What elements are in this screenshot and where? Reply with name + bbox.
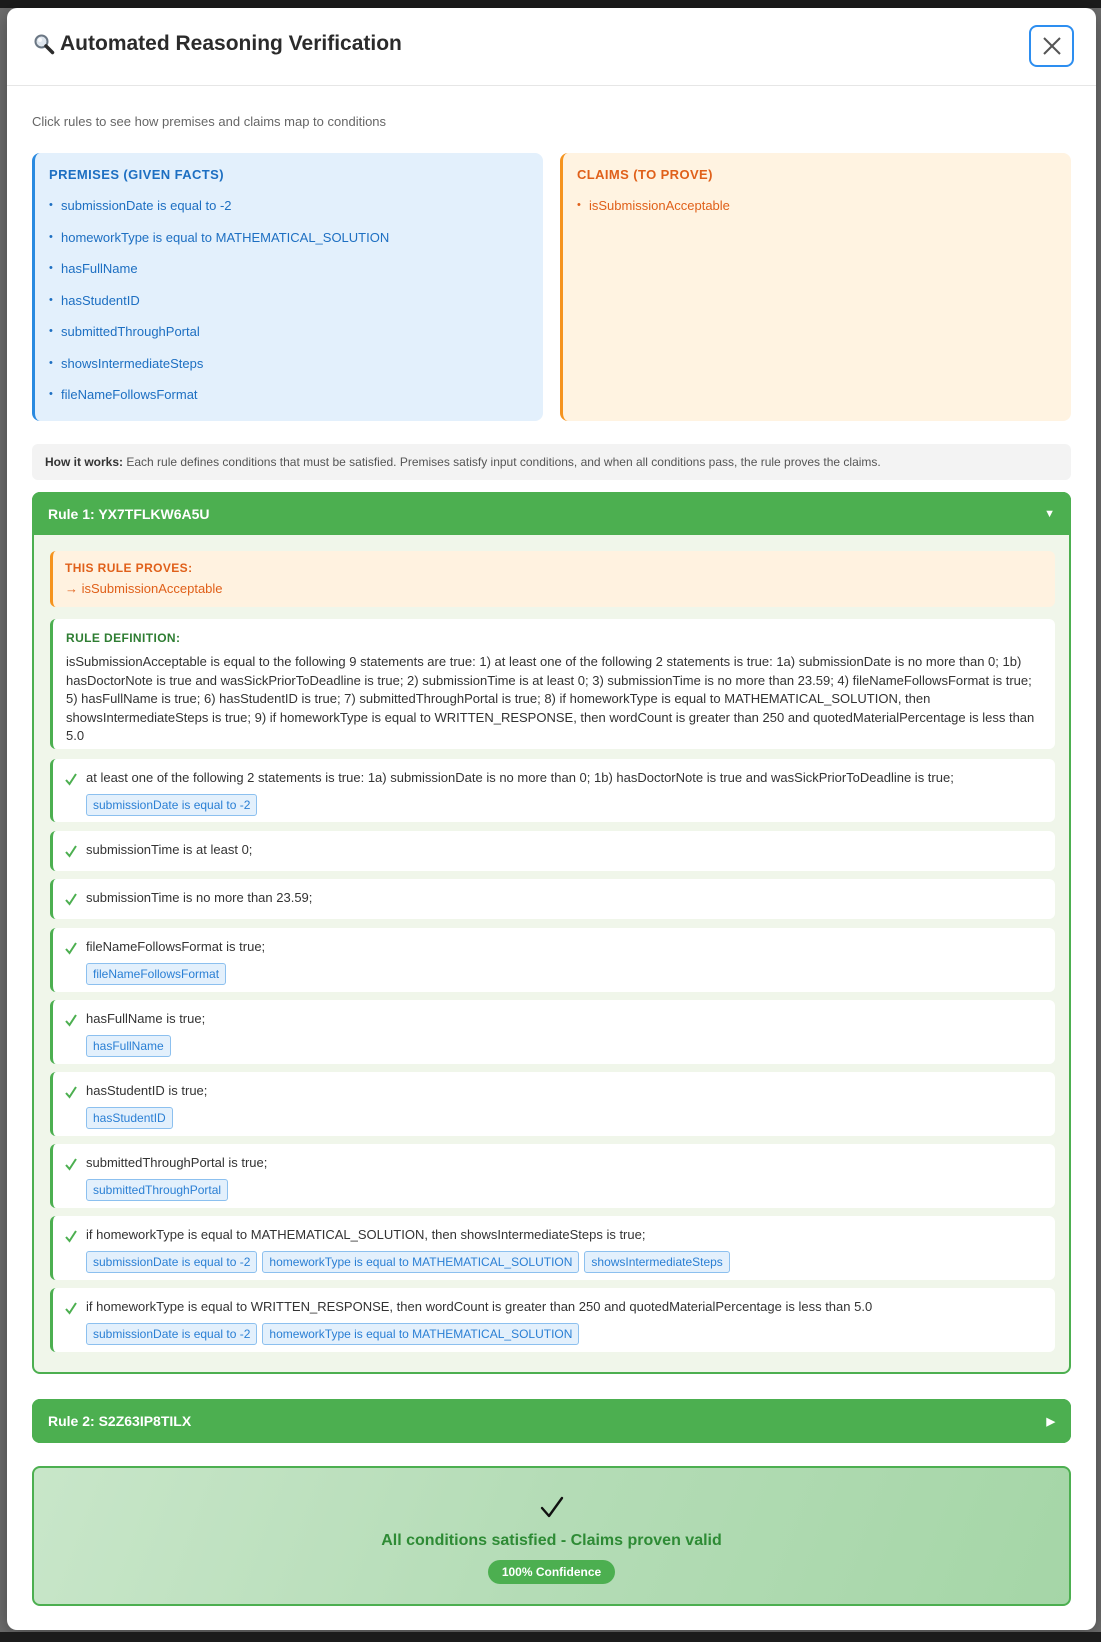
check-icon bbox=[65, 892, 77, 906]
premise-chips bbox=[86, 1323, 1043, 1345]
premise-item: • fileNameFollowsFormat bbox=[49, 379, 529, 411]
how-it-works-label: How it works: bbox=[45, 455, 124, 469]
check-icon bbox=[65, 844, 77, 858]
rule-proves-box bbox=[50, 551, 1055, 607]
check-icon bbox=[65, 772, 77, 786]
check-icon bbox=[65, 941, 77, 955]
premise-item: • homeworkType is equal to MATHEMATICAL_SOLUTION bbox=[49, 222, 529, 254]
premise-chip[interactable]: hasStudentID bbox=[86, 1107, 173, 1129]
collapse-icon[interactable]: ▼ bbox=[1044, 507, 1055, 520]
checkmark-icon bbox=[539, 1494, 565, 1520]
check-icon bbox=[65, 1085, 77, 1099]
condition-text: submittedThroughPortal is true; bbox=[86, 1155, 268, 1170]
condition-item[interactable] bbox=[50, 759, 1055, 822]
condition-text: fileNameFollowsFormat is true; bbox=[86, 939, 266, 954]
magnifier-icon bbox=[32, 32, 56, 56]
premise-item: • hasStudentID bbox=[49, 285, 529, 317]
proves-label: THIS RULE PROVES: bbox=[65, 561, 193, 575]
premises-list bbox=[49, 190, 529, 411]
rule-2-header[interactable] bbox=[32, 1399, 1071, 1443]
premise-chip[interactable]: fileNameFollowsFormat bbox=[86, 963, 226, 985]
check-icon bbox=[65, 1229, 77, 1243]
verification-result bbox=[32, 1466, 1071, 1606]
premise-chips bbox=[86, 1251, 1043, 1273]
check-icon bbox=[65, 1301, 77, 1315]
rule-2-title: Rule 2: S2Z63IP8TILX bbox=[48, 1413, 192, 1429]
proves-claim: → isSubmissionAcceptable bbox=[65, 581, 223, 596]
claims-heading: CLAIMS (TO PROVE) bbox=[577, 167, 713, 182]
condition-item[interactable] bbox=[50, 831, 1055, 871]
check-icon bbox=[65, 1013, 77, 1027]
premise-chip[interactable]: submissionDate is equal to -2 bbox=[86, 1323, 257, 1345]
condition-text: hasFullName is true; bbox=[86, 1011, 206, 1026]
condition-text: submissionTime is no more than 23.59; bbox=[86, 890, 313, 905]
modal-title bbox=[32, 32, 402, 56]
confidence-badge: 100% Confidence bbox=[488, 1560, 615, 1584]
premises-panel bbox=[32, 153, 543, 421]
verification-modal bbox=[7, 8, 1096, 1630]
premise-chips bbox=[86, 963, 1043, 985]
backdrop bbox=[0, 0, 1101, 8]
premise-chips bbox=[86, 1035, 1043, 1057]
premise-chips bbox=[86, 1179, 1043, 1201]
premise-chips bbox=[86, 794, 1043, 816]
expand-icon[interactable]: ▶ bbox=[1046, 1415, 1055, 1428]
result-text: All conditions satisfied - Claims proven valid bbox=[381, 1532, 722, 1549]
premise-item: • submissionDate is equal to -2 bbox=[49, 190, 529, 222]
definition-text: isSubmissionAcceptable is equal to the following 9 statements are true: 1) at least one of the following 2 statements is true: 1a) submissionDate is no more than 0; 1b) hasDoctorNote is true and wasSickPriorToDeadline is true; 2) submissionTime is at least 0; 3) submissionTime is no more than 23.59; 4) fileNameFollowsFormat is true; 5) hasFullName is true; 6) hasStudentID is true; 7) submittedThroughPortal is true; 8) if homeworkType is equal to MATHEMATICAL_SOLUTION, then showsIntermediateSteps is true; 9) if homeworkType is equal to WRITTEN_RESPONSE, then wordCount is greater than 250 and quotedMaterialPercentage is less than 5.0 bbox=[66, 654, 1035, 743]
condition-item[interactable] bbox=[50, 1144, 1055, 1208]
condition-item[interactable] bbox=[50, 1288, 1055, 1352]
condition-text: at least one of the following 2 statements is true: 1a) submissionDate is no more than 0; 1b) hasDoctorNote is true and wasSickPriorToDeadline is true; bbox=[86, 770, 954, 785]
claims-panel bbox=[560, 153, 1071, 421]
premise-chip[interactable]: submittedThroughPortal bbox=[86, 1179, 228, 1201]
claim-item: • isSubmissionAcceptable bbox=[577, 190, 1057, 222]
rule-definition-box bbox=[50, 619, 1055, 749]
condition-text: submissionTime is at least 0; bbox=[86, 842, 253, 857]
condition-item[interactable] bbox=[50, 1000, 1055, 1064]
condition-item[interactable] bbox=[50, 928, 1055, 992]
how-it-works-note bbox=[32, 444, 1071, 480]
how-it-works-text: Each rule defines conditions that must be satisfied. Premises satisfy input conditions, and when all conditions pass, the rule proves the claims. bbox=[123, 455, 881, 469]
close-button[interactable] bbox=[1029, 25, 1074, 67]
definition-label: RULE DEFINITION: bbox=[66, 631, 181, 645]
check-icon bbox=[65, 1157, 77, 1171]
premise-chip[interactable]: homeworkType is equal to MATHEMATICAL_SOLUTION bbox=[262, 1251, 579, 1273]
condition-text: if homeworkType is equal to WRITTEN_RESPONSE, then wordCount is greater than 250 and quotedMaterialPercentage is less than 5.0 bbox=[86, 1299, 873, 1314]
backdrop bbox=[0, 1632, 1101, 1642]
premise-chip[interactable]: submissionDate is equal to -2 bbox=[86, 1251, 257, 1273]
condition-item[interactable] bbox=[50, 879, 1055, 919]
modal-header bbox=[7, 8, 1096, 86]
condition-item[interactable] bbox=[50, 1072, 1055, 1136]
premise-item: • showsIntermediateSteps bbox=[49, 348, 529, 380]
rule-1-title: Rule 1: YX7TFLKW6A5U bbox=[48, 505, 210, 522]
condition-text: hasStudentID is true; bbox=[86, 1083, 208, 1098]
rule-1-card bbox=[32, 492, 1071, 1374]
premise-chips bbox=[86, 1107, 1043, 1129]
condition-item[interactable] bbox=[50, 1216, 1055, 1280]
claims-list bbox=[577, 190, 1057, 222]
premise-chip[interactable]: homeworkType is equal to MATHEMATICAL_SOLUTION bbox=[262, 1323, 579, 1345]
rule-1-header[interactable] bbox=[32, 492, 1071, 535]
rule-2-card bbox=[32, 1399, 1071, 1443]
close-icon bbox=[1041, 35, 1063, 57]
premise-chip[interactable]: hasFullName bbox=[86, 1035, 171, 1057]
premise-item: • hasFullName bbox=[49, 253, 529, 285]
premises-heading: PREMISES (GIVEN FACTS) bbox=[49, 167, 224, 182]
instructions-text: Click rules to see how premises and claims map to conditions bbox=[32, 114, 387, 129]
modal-title-text: Automated Reasoning Verification bbox=[60, 32, 402, 55]
premise-chip[interactable]: showsIntermediateSteps bbox=[584, 1251, 729, 1273]
premise-item: • submittedThroughPortal bbox=[49, 316, 529, 348]
condition-text: if homeworkType is equal to MATHEMATICAL_SOLUTION, then showsIntermediateSteps is true; bbox=[86, 1227, 646, 1242]
premise-chip[interactable]: submissionDate is equal to -2 bbox=[86, 794, 257, 816]
